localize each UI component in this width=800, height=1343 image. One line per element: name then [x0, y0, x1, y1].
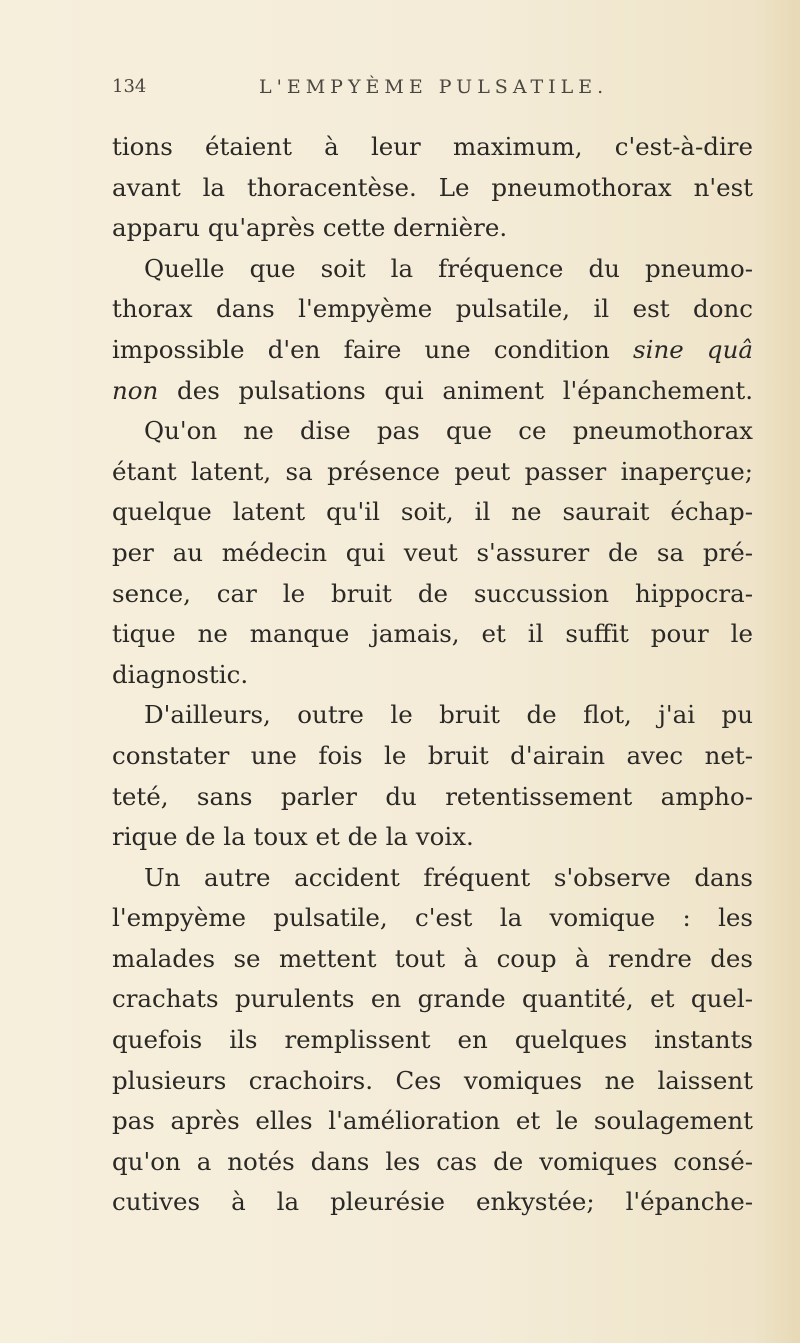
text-line: D'ailleurs, outre le bruit de flot, j'ai pu — [144, 700, 753, 730]
text-line — [112, 371, 753, 412]
text-line: malades se mettent tout à coup à rendre des — [112, 943, 753, 973]
text-line: cutives à la pleurésie enkystée; l'épanche- — [112, 1187, 753, 1217]
text-line: quelque latent qu'il soit, il ne saurait échap- — [112, 497, 753, 527]
text-line: tions étaient à leur maximum, c'est-à-dire — [112, 132, 753, 161]
text-line: Quelle que soit la fréquence du pneumo- — [144, 253, 753, 283]
text-line: Un autre accident fréquent s'observe dans — [144, 862, 753, 892]
text-line: teté, sans parler du retentissement ampho- — [112, 781, 753, 811]
text-line: l'empyème pulsatile, c'est la vomique : les — [112, 903, 753, 933]
text-line: diagnostic. — [112, 659, 249, 689]
text-line: avant la thoracentèse. Le pneumothorax n'est — [112, 172, 753, 202]
text-line: constater une fois le bruit d'airain avec net- — [112, 740, 753, 770]
text-line: tique ne manque jamais, et il suffit pour le — [112, 619, 753, 649]
text-line: qu'on a notés dans les cas de vomiques consé- — [112, 1146, 753, 1176]
running-title: L'EMPYÈME PULSATILE. — [259, 76, 609, 98]
italic-phrase: non — [112, 375, 159, 405]
text-line: quefois ils remplissent en quelques instants — [112, 1025, 753, 1055]
text-line: rique de la toux et de la voix. — [112, 822, 474, 852]
italic-phrase: sine quâ — [633, 334, 753, 364]
text-segment: des pulsations qui animent l'épanchement. — [177, 375, 753, 405]
text-line: Qu'on ne dise pas que ce pneumothorax — [144, 416, 753, 446]
text-line: apparu qu'après cette dernière. — [112, 213, 508, 243]
text-line: plusieurs crachoirs. Ces vomiques ne laissent — [112, 1065, 753, 1095]
text-line: pas après elles l'amélioration et le soulagement — [112, 1106, 753, 1136]
text-line — [112, 330, 753, 371]
page-number: 134 — [112, 76, 147, 97]
text-line: per au médecin qui veut s'assurer de sa pré- — [112, 537, 753, 567]
text-segment: impossible d'en faire une condition — [112, 334, 610, 364]
text-line: sence, car le bruit de succussion hippocra- — [112, 578, 753, 608]
body-text — [112, 127, 753, 1223]
text-line: crachats purulents en grande quantité, et quel- — [112, 984, 753, 1014]
text-line: étant latent, sa présence peut passer inaperçue; — [112, 456, 753, 486]
text-line: thorax dans l'empyème pulsatile, il est donc — [112, 294, 753, 324]
page-header — [112, 76, 752, 106]
